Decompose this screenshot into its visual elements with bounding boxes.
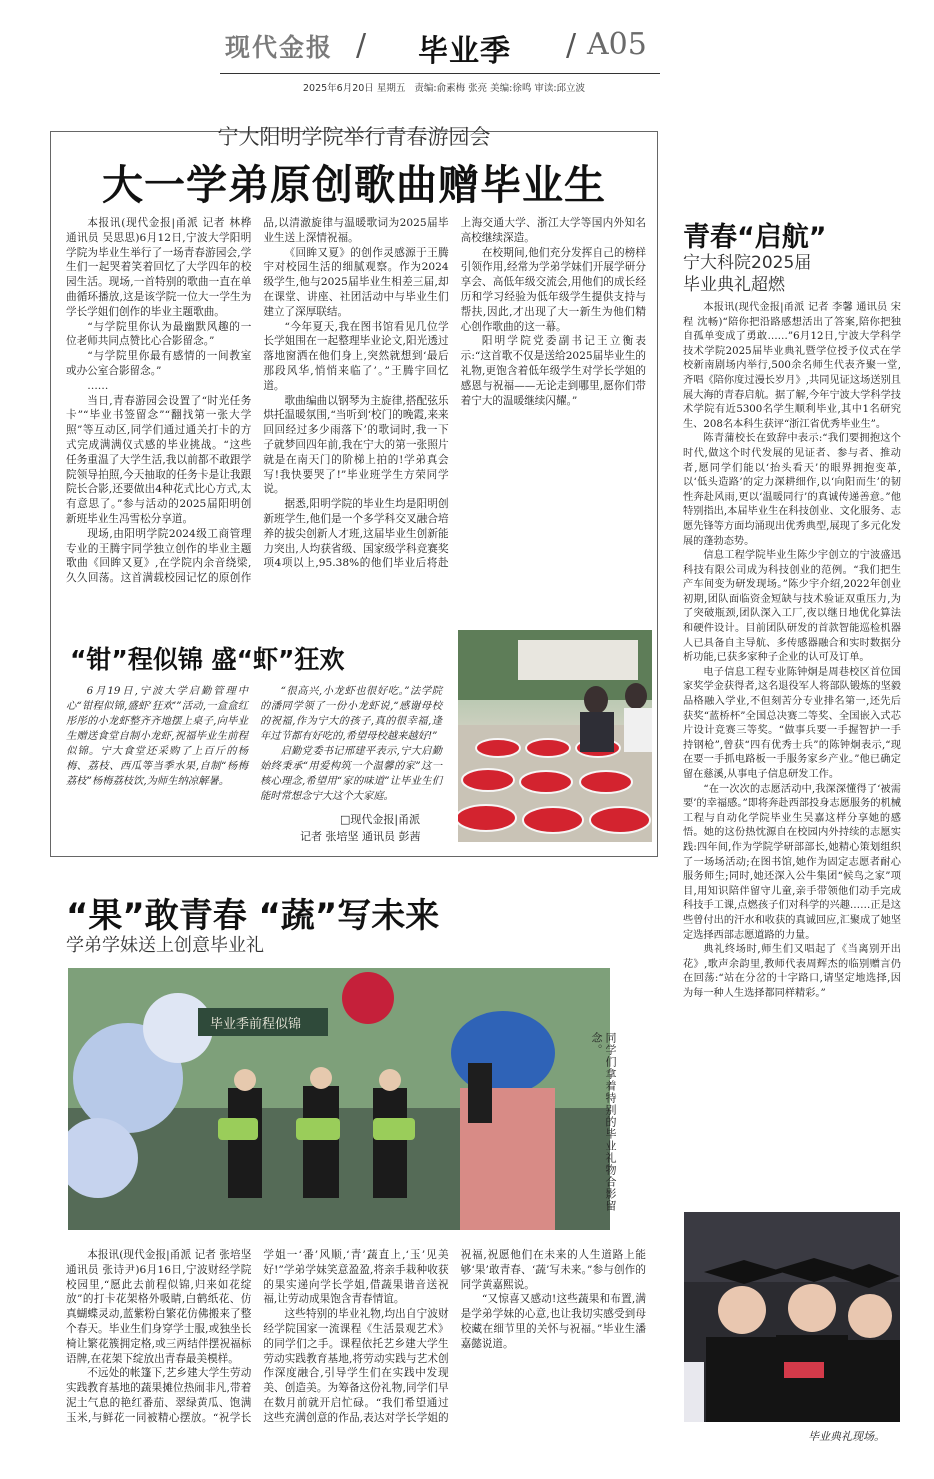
article1-paragraph: 当日,青春游园会设置了“时光任务卡”“毕业书签留念”“翻找第一张大学照”等互动区,同学们通过通关打卡的方式完成满满仪式感的毕业挑战。“这些任务重温了大学生活,我以前都不敢跟学院领导拍照,今天抽取的任务卡是让我跟院长合影,还要做出4种花式比心方式,太有意思了。”参与活动的2025届阳明创新班毕业生冯雪松分享道。 [66, 394, 252, 525]
article1-paragraph: 本报讯(现代金报|甬派 记者 林桦 通讯员 吴思思)6月12日,宁波大学阳明学院为毕业生举行了一场青春游园会,学生们一起哭着笑着回忆了大学四年的校园生活。现场,一首特别的歌曲一直在单曲循环播放,这是该学院一位大一学生为学长学姐们创作的毕业主题歌曲。 [66, 217, 252, 318]
article1-paragraph: 《回眸又夏》的创作灵感源于王腾宇对校园生活的细腻观察。作为2024级学生,他与2025届毕业生相差三届,却在课堂、讲座、社团活动中与毕业生们建立了深厚联结。 [263, 246, 449, 318]
article1-body [66, 216, 646, 592]
sub-article-body [66, 684, 442, 806]
article1-paragraph: “今年夏天,我在图书馆看见几位学长学姐围在一起整理毕业论文,阳光透过落地窗洒在他们身上,突然就想到‘最后那段风华,悄悄来临了’。”王腾宇回忆道。 [263, 320, 449, 392]
article3-paragraph: 陈青蒲校长在致辞中表示:“我们要拥抱这个时代,做这个时代发展的见证者、参与者、推动者,愿同学们能以‘抬头看天’的眼界拥抱变革,以‘低头造路’的定力深耕细作,以‘向阳而生’的韧性奔赴风雨,更以‘温暖同行’的真诚传递善意。”他特别指出,本届毕业生在科技创业、文化服务、志愿先锋等方面均涌现出优秀典型,展现了多元化发展的蓬勃态势。 [683, 433, 901, 547]
article3-headline: 青春“启航” [683, 222, 827, 253]
masthead-divider-2: / [566, 28, 577, 63]
article2-headline: “果”敢青春 “蔬”写未来 [66, 896, 440, 936]
masthead-divider: / [356, 28, 367, 63]
article2-paragraph: “又惊喜又感动!这些蔬果和布置,满是学弟学妹的心意,也让我切实感受到母校藏在细节里的关怀与祝福。”毕业生潘嘉懿说道。 [460, 1293, 646, 1350]
graduates-photo-art [68, 968, 610, 1230]
masthead [0, 0, 934, 100]
sub-article-source: □现代金报|甬派 [340, 813, 421, 826]
sub-article-byline: 记者 张培坚 通讯员 彭茜 [300, 830, 421, 843]
sub-article-paragraph: 6月19日,宁波大学启勤管理中心“钳程似锦,盛虾‘狂欢’”活动,一盒盒红彤彤的小龙虾整齐齐地摆上桌子,向毕业生赠送食堂自制小龙虾,祝福毕业生前程似锦。宁大食堂还采购了上百斤的杨梅、荔枝、西瓜等当季水果,自制“杨梅荔枝”杨梅荔枝饮,为师生纳凉解暑。 [66, 685, 248, 787]
article2-paragraph: 不远处的帐篷下,艺乡建大学生劳动实践教育基地的蔬果摊位热闹非凡,带着泥土气息的艳红番茄、翠绿黄瓜、饱满玉米,与鲜花一同被精心摆放。“祝学长学姐一‘番’风顺,‘青’蔬直上,‘玉’见美好!”学弟学妹笑意盈盈,将亲手栽种收获的果实递向学长学姐,借蔬果谐音送祝福,让劳动成果饱含青春情谊。 [66, 1249, 449, 1424]
ceremony-photo-caption: 毕业典礼现场。 [808, 1430, 885, 1443]
article3-paragraph: 信息工程学院毕业生陈少宇创立的宁波盛迅科技有限公司成为科技创业的范例。“我们把生产车间变为研发现场。”陈少宇介绍,2022年创业初期,团队面临资金短缺与技术验证双重压力,为了突破瓶颈,团队深入工厂,夜以继日地优化算法和硬件设计。目前团队研发的首款智能巡检机器人已具备自主导航、多传感器融合和实时数据分析功能,已获多家种子企业的认可及订单。 [683, 550, 901, 664]
article3-paragraph: “在一次次的志愿活动中,我深深懂得了‘被需要’的幸福感。”即将奔赴西部投身志愿服务的机械工程与自动化学院毕业生吴嘉这样分享她的感悟。她的这份热忱源自在校园内外持续的志愿实践:四年间,作为学院学研部部长,她精心策划组织了一场场活动;在图书馆,她作为固定志愿者耐心服务师生;同时,她还深入公牛集团“候鸟之家”项目,用知识陪伴留守儿童,亲手带领他们动手完成科技手工课,点燃孩子们对科学的兴趣……正是这些曾付出的汗水和收获的真诚回应,汇聚成了她坚定选择西部志愿道路的力量。 [683, 783, 901, 941]
article3-subhead: 宁大科院2025届 [683, 253, 812, 273]
article1-paragraph: 在校期间,他们充分发挥自己的榜样引领作用,经常为学弟学妹们开展学研分享会、高低年级交流会,用他们的成长经历和学习经验为低年级学生提供支持与帮扶,因此,才出现了大一新生为他们精心创作歌曲的这一幕。 [460, 246, 646, 333]
article2-body [66, 1248, 646, 1440]
ceremony-photo-art [684, 1212, 900, 1422]
masthead-rule [220, 73, 660, 74]
graduates-photo [68, 968, 610, 1230]
masthead-page-number: A05 [587, 27, 647, 62]
article2-paragraph: 本报讯(现代金报|甬派 记者 张培坚 通讯员 张诗尹)6月16日,宁波财经学院校园里,“愿此去前程似锦,归来如花绽放”的打卡花架格外吸睛,白鹤纸花、仿真蝴蝶灵动,蓝紫粉白繁花仿佛搬来了整个春天。毕业生们身穿学士服,或独坐长椅让繁花簇拥定格,或三两结伴摆祝福标语牌,在花架下绽放出青春最美模样。 [66, 1249, 252, 1365]
dateline: 2025年6月20日 星期五 责编:俞素梅 张亮 美编:徐鸣 审读:邱立波 [303, 83, 586, 94]
article1-kicker: 宁大阳明学院举行青春游园会 [217, 125, 491, 149]
article2-subhead: 学弟学妹送上创意毕业礼 [66, 935, 264, 956]
masthead-section: 毕业季 [418, 34, 511, 69]
sub-article-paragraph: 启勤党委书记邢建平表示,宁大启勤始终秉承“用爱构筑一个温馨的家”这一核心理念,希望用“家的味道”让毕业生们能时常想念宁大这个大家庭。 [260, 745, 442, 802]
article3-paragraph: 典礼终场时,师生们又唱起了《当离别开出花》,歌声余韵里,教师代表周辉杰的临别赠言仍在回荡:“站在分岔的十字路口,请坚定地选择,因为每一种人生选择都同样精彩。” [683, 944, 901, 999]
article3-subhead: 毕业典礼超燃 [683, 275, 785, 295]
article1-paragraph: 现场,由阳明学院2024级工商管理专业的王腾宇同学独立创作的毕业主题歌曲《回眸又夏》,在学院内余音绕梁,久久回荡。这首满载校园记忆的原创作品,以清澈旋律与温暖歌词为2025届毕业生送上深情祝福。 [66, 217, 449, 585]
masthead-paper-name: 现代金报 [225, 33, 334, 62]
sub-article-headline: “钳”程似锦 盛“虾”狂欢 [70, 645, 345, 674]
sub-article-paragraph: “很高兴,小龙虾也很好吃。”法学院的潘同学领了一份小龙虾说,“感谢母校的祝福,作为宁大的孩子,真的很幸福,逢年过节都有好吃的,希望母校越来越好!” [260, 685, 442, 742]
article1-headline: 大一学弟原创歌曲赠毕业生 [102, 161, 606, 209]
article1-paragraph: “与学院里你最有感情的一间教室或办公室合影留念。” [66, 350, 252, 377]
graduates-photo-caption: 同学们拿着特别的毕业礼物合影留念。 [590, 1032, 617, 1212]
article1-paragraph: …… [87, 379, 109, 392]
crayfish-photo-art [458, 630, 652, 842]
article3-paragraph: 本报讯(现代金报|甬派 记者 李馨 通讯员 宋程 沈畅)“陪你把沿路感想活出了答案,陪你把独自孤单变成了勇敢……”6月12日,宁波大学科学技术学院2025届毕业典礼暨学位授予仪式在学校新南剧场内举行,500余名师生代表齐聚一堂,齐唱《陪你度过漫长岁月》,共同见证这场送别且展大海的青春启航。据了解,今年宁波大学科学技术学院有近5300名学生顺利毕业,其中1名研究生、208名本科生获评“浙江省优秀毕业生”。 [683, 302, 901, 430]
photo-sign-text: 毕业季前程似锦 [210, 1017, 302, 1032]
article1-paragraph: “与学院里你认为最幽默风趣的一位老师共同点赞比心合影留念。” [66, 320, 252, 348]
article1-paragraph: 阳明学院党委副书记王立衡表示:“这首歌不仅是送给2025届毕业生的礼物,更饱含着低年级学生对学长学姐的感恩与祝福——无论走到哪里,愿你们带着宁大的温暖继续闪耀。” [460, 335, 646, 407]
crayfish-photo [458, 630, 652, 842]
article3-paragraph: 电子信息工程专业陈钟炯是周巷校区首位国家奖学金获得者,这名退役军人将部队锻炼的坚毅品格融入学业,不但刻苦分专业排名第一,还先后获奖“蓝桥杯”全国总决赛二等奖、全国嵌入式芯片设计竞赛三等奖。“做事兵要一手握智护一手持钢枪”,曾获“四有优秀士兵”的陈钟炯表示,“现在要一手抓电路板一手服务家乡产业。”他已确定留在慈溪,从事电子信息研发工作。 [683, 666, 901, 780]
ceremony-photo [684, 1212, 900, 1422]
article2-paragraph: 这些特别的毕业礼物,均出自宁波财经学院国家一流课程《生活景观艺术》的同学们之手。课程依托艺乡建大学生劳动实践教育基地,将劳动实践与艺术创作深度融合,引导学生们在实践中发现美、创造美。为筹备这份礼物,同学们早在数月前就开启忙碌。“我们希望通过这些充满创意的作品,表达对学长学姐的祝福,祝愿他们在未来的人生道路上能够‘果’敢青春、‘蔬’写未来。”参与创作的同学黄嘉熙说。 [263, 1249, 646, 1424]
article1-paragraph: 据悉,阳明学院的毕业生均是阳明创新班学生,他们是一个多学科交叉融合培养的拔尖创新人才班,这届毕业生创新能力突出,人均获省级、国家级学科竞赛奖项4项以上,95.38%的他们毕业后将赴上海交通大学、浙江大学等国内外知名高校继续深造。 [263, 217, 646, 570]
article1-paragraph: 歌曲编曲以钢琴为主旋律,搭配弦乐烘托温暖氛围,“当听到‘校门的晚霞,来来回回经过多少雨落下’的歌词时,我一下子就梦回四年前,我在宁大的第一张照片就是在南天门的阶梯上拍的!学弟真会写!我快要哭了!”毕业班学生方荣同学说。 [263, 394, 449, 496]
